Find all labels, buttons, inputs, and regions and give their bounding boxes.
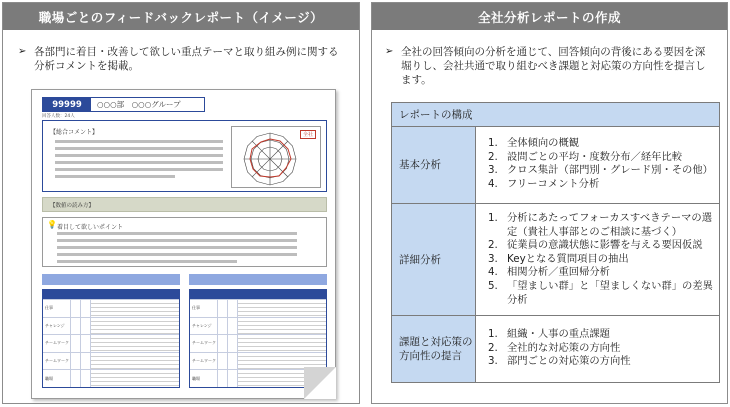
- placeholder-line: [55, 175, 175, 178]
- company-report-bullet: [385, 45, 715, 87]
- list-item: 1. 全体傾向の概観: [488, 137, 580, 149]
- feedback-report-title: 職場ごとのフィードバックレポート（イメージ）: [3, 3, 359, 30]
- table-row: 仕事: [43, 299, 179, 317]
- radar-legend-tag: 全社: [300, 130, 316, 139]
- report-reading-label: 【数値の読み方】: [50, 203, 95, 209]
- report-table-left: [42, 274, 180, 388]
- list-item: 4. フリーコメント分析: [488, 177, 600, 190]
- table-row: 仕事: [190, 299, 326, 317]
- report-radar-chart: [231, 126, 321, 188]
- report-table-header: [43, 290, 179, 299]
- report-focus-point-label: 着目して欲しいポイント: [57, 224, 124, 231]
- table-row: 職場: [43, 369, 179, 387]
- table-row: 職場: [190, 369, 326, 387]
- category-detail: 詳細分析: [392, 204, 476, 315]
- list-item: 2. 全社的な対応策の方向性: [488, 341, 621, 354]
- placeholder-line: [57, 232, 297, 235]
- page-curl-corner: [304, 367, 336, 399]
- table-row-proposal: [392, 316, 719, 382]
- report-respondents: 回答人数：24人: [42, 114, 75, 119]
- report-focus-point-box: [42, 217, 327, 267]
- feedback-report-panel: [2, 2, 360, 404]
- placeholder-line: [55, 140, 223, 143]
- placeholder-line: [57, 246, 297, 249]
- list-item: 5. 「望ましい群」と「望ましくない群」の差異分析: [488, 279, 713, 306]
- lightbulb-icon: 💡: [47, 220, 57, 229]
- report-structure-title: レポートの構成: [392, 103, 719, 127]
- report-structure-table: [391, 102, 720, 383]
- table-row: チャレンジ: [43, 317, 179, 335]
- report-thumbnail: [31, 89, 336, 399]
- placeholder-line: [55, 161, 223, 164]
- report-dept-name: ○○○部 ○○○グループ: [97, 100, 181, 109]
- report-table-bar: [42, 274, 180, 285]
- list-item: 2. 設問ごとの平均・度数分布／経年比較: [488, 150, 683, 163]
- category-basic: 基本分析: [392, 127, 476, 203]
- arrow-bullet-icon: ➢: [18, 46, 27, 57]
- table-row: チームワーク: [43, 334, 179, 352]
- report-reading-guide: [42, 197, 327, 212]
- table-row-basic: [392, 127, 719, 204]
- table-row: チャレンジ: [190, 317, 326, 335]
- category-proposal: 課題と対応策の方向性の提言: [392, 316, 476, 382]
- report-dept-code: 99999: [43, 98, 91, 111]
- list-item: 2. 従業員の意識状態に影響を与える要因仮説: [488, 239, 703, 252]
- list-item: 1. 組織・人事の重点課題: [488, 328, 610, 340]
- list-item: 3. 部門ごとの対応策の方向性: [488, 355, 631, 368]
- table-row: チームワーク: [43, 352, 179, 370]
- company-report-description: 全社の回答傾向の分析を通じて、回答傾向の背後にある要因を深堀りし、会社共通で取り組むべき課題と対応策の方向性を提言します。: [401, 46, 706, 86]
- table-row: チームワーク: [190, 334, 326, 352]
- detail-items: [476, 204, 719, 315]
- report-table-bar: [189, 274, 327, 285]
- report-table-header: [190, 290, 326, 299]
- report-overall-label: 【総合コメント】: [50, 129, 99, 136]
- table-row-detail: [392, 204, 719, 316]
- placeholder-line: [57, 239, 297, 242]
- placeholder-line: [55, 147, 223, 150]
- company-report-panel: [371, 2, 728, 404]
- table-row: チームワーク: [190, 352, 326, 370]
- list-item: 4. 相関分析／重回帰分析: [488, 266, 610, 279]
- report-thumbnail-header: [42, 97, 205, 112]
- basic-items: [476, 127, 719, 203]
- placeholder-line: [57, 260, 237, 263]
- report-overall-comment-box: [42, 120, 327, 192]
- list-item: 1. 分析にあたってフォーカスすべきテーマの選定（貴社人事部とのご相談に基づく）: [488, 212, 713, 238]
- arrow-bullet-icon: ➢: [385, 46, 394, 57]
- list-item: 3. Keyとなる質問項目の抽出: [488, 252, 629, 265]
- company-report-title: 全社分析レポートの作成: [372, 3, 727, 30]
- placeholder-line: [57, 253, 297, 256]
- feedback-report-description: 各部門に着目・改善して欲しい重点テーマと取り組み例に関する分析コメントを掲載。: [34, 46, 339, 72]
- placeholder-line: [55, 168, 223, 171]
- placeholder-line: [55, 154, 223, 157]
- list-item: 3. クロス集計（部門別・グレード別・その他）: [488, 164, 713, 177]
- feedback-report-bullet: [18, 45, 348, 73]
- proposal-items: [476, 316, 719, 382]
